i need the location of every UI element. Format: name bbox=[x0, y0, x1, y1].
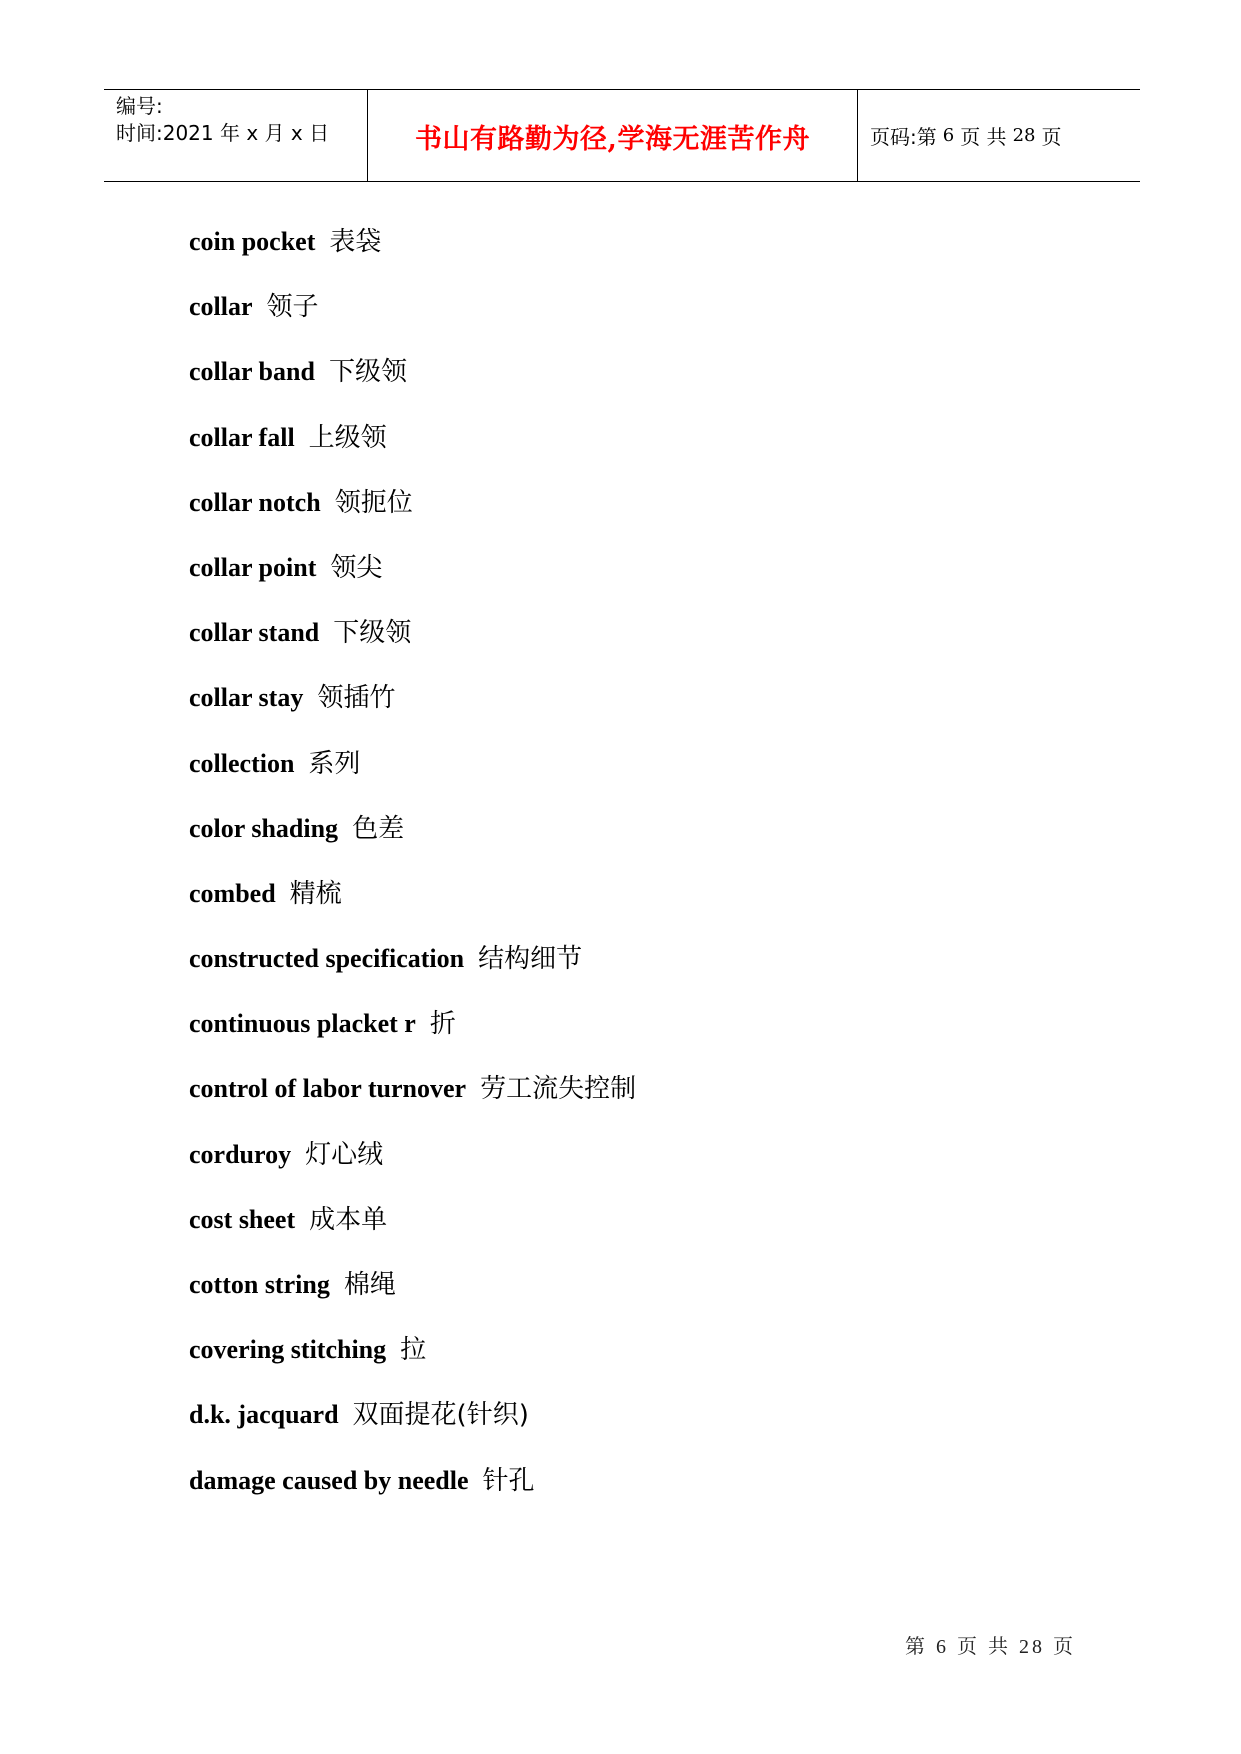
list-item bbox=[189, 678, 636, 743]
entry-term: color shading bbox=[189, 813, 339, 843]
footer-total: 28 bbox=[1019, 1636, 1045, 1658]
list-item bbox=[189, 1200, 636, 1265]
entry-term: collar bbox=[189, 292, 253, 322]
list-item bbox=[189, 1461, 636, 1526]
entry-gloss: 棉绳 bbox=[343, 1270, 396, 1300]
entry-term: constructed specification bbox=[189, 944, 465, 974]
entry-gloss: 结构细节 bbox=[478, 944, 583, 975]
entry-gloss: 双面提花(针织) bbox=[352, 1400, 529, 1431]
entry-gloss: 精梳 bbox=[289, 878, 342, 909]
entry-gloss: 色差 bbox=[352, 813, 405, 844]
page-footer bbox=[905, 1630, 1084, 1659]
entry-gloss: 领插竹 bbox=[317, 683, 396, 714]
entry-gloss: 上级领 bbox=[308, 422, 387, 453]
entry-gloss: 领扼位 bbox=[334, 487, 413, 518]
list-item bbox=[189, 287, 636, 352]
entry-gloss: 拉 bbox=[400, 1335, 427, 1366]
header-motto-cell bbox=[368, 90, 858, 181]
list-item bbox=[189, 1069, 636, 1134]
page-current: 6 bbox=[942, 125, 955, 146]
page-mid: 页 共 bbox=[960, 125, 1007, 149]
list-item bbox=[189, 483, 636, 548]
entry-term: combed bbox=[189, 878, 276, 908]
entry-gloss: 针孔 bbox=[482, 1465, 535, 1496]
entry-term: continuous placket r bbox=[189, 1009, 416, 1039]
entry-term: cost sheet bbox=[189, 1204, 296, 1234]
list-item bbox=[189, 1004, 636, 1069]
entry-gloss: 灯心绒 bbox=[305, 1139, 384, 1170]
entry-term: covering stitching bbox=[189, 1335, 387, 1365]
entry-term: coin pocket bbox=[189, 227, 316, 256]
list-item bbox=[189, 222, 636, 287]
entry-gloss: 劳工流失控制 bbox=[480, 1074, 637, 1105]
entry-gloss: 下级领 bbox=[328, 357, 407, 388]
serial-label: 编号: bbox=[116, 94, 163, 118]
list-item bbox=[189, 744, 636, 809]
entry-gloss: 折 bbox=[429, 1009, 456, 1040]
footer-suffix: 页 bbox=[1053, 1636, 1076, 1658]
entry-gloss: 成本单 bbox=[309, 1204, 388, 1235]
entry-term: cotton string bbox=[189, 1270, 330, 1299]
list-item bbox=[189, 1265, 636, 1330]
list-item bbox=[189, 613, 636, 678]
time-line: 时间:2021 年 x 月 x 日 bbox=[116, 121, 330, 145]
list-item bbox=[189, 352, 636, 417]
entry-term: collar stand bbox=[189, 618, 320, 648]
page-total: 28 bbox=[1012, 125, 1036, 146]
footer-mid: 页 共 bbox=[957, 1636, 1011, 1658]
list-item bbox=[189, 418, 636, 483]
entry-term: collar stay bbox=[189, 683, 304, 713]
entry-term: corduroy bbox=[189, 1139, 292, 1169]
entry-term: collection bbox=[189, 748, 295, 778]
entry-term: damage caused by needle bbox=[189, 1465, 469, 1495]
vocab-list bbox=[189, 222, 636, 1526]
motto: 书山有路勤为径,学海无涯苦作舟 bbox=[415, 124, 810, 155]
header-meta-cell bbox=[104, 90, 368, 181]
list-item bbox=[189, 1395, 636, 1460]
list-item bbox=[189, 809, 636, 874]
header-page-cell bbox=[858, 90, 1140, 181]
list-item bbox=[189, 548, 636, 613]
entry-gloss: 表袋 bbox=[329, 227, 382, 257]
entry-gloss: 领尖 bbox=[330, 552, 383, 583]
entry-gloss: 系列 bbox=[308, 748, 361, 779]
footer-prefix: 第 bbox=[905, 1636, 928, 1658]
entry-term: collar fall bbox=[189, 422, 295, 452]
page-header bbox=[104, 89, 1140, 182]
entry-term: control of labor turnover bbox=[189, 1074, 467, 1104]
entry-term: collar band bbox=[189, 357, 315, 387]
list-item bbox=[189, 1330, 636, 1395]
list-item bbox=[189, 1135, 636, 1200]
entry-term: collar notch bbox=[189, 487, 321, 517]
entry-gloss: 领子 bbox=[266, 292, 319, 323]
list-item bbox=[189, 874, 636, 939]
entry-gloss: 下级领 bbox=[333, 618, 412, 649]
page-suffix: 页 bbox=[1041, 125, 1062, 149]
list-item bbox=[189, 939, 636, 1004]
entry-term: d.k. jacquard bbox=[189, 1400, 339, 1430]
page-prefix: 页码:第 bbox=[870, 125, 937, 149]
entry-term: collar point bbox=[189, 552, 317, 582]
footer-current: 6 bbox=[936, 1636, 949, 1658]
